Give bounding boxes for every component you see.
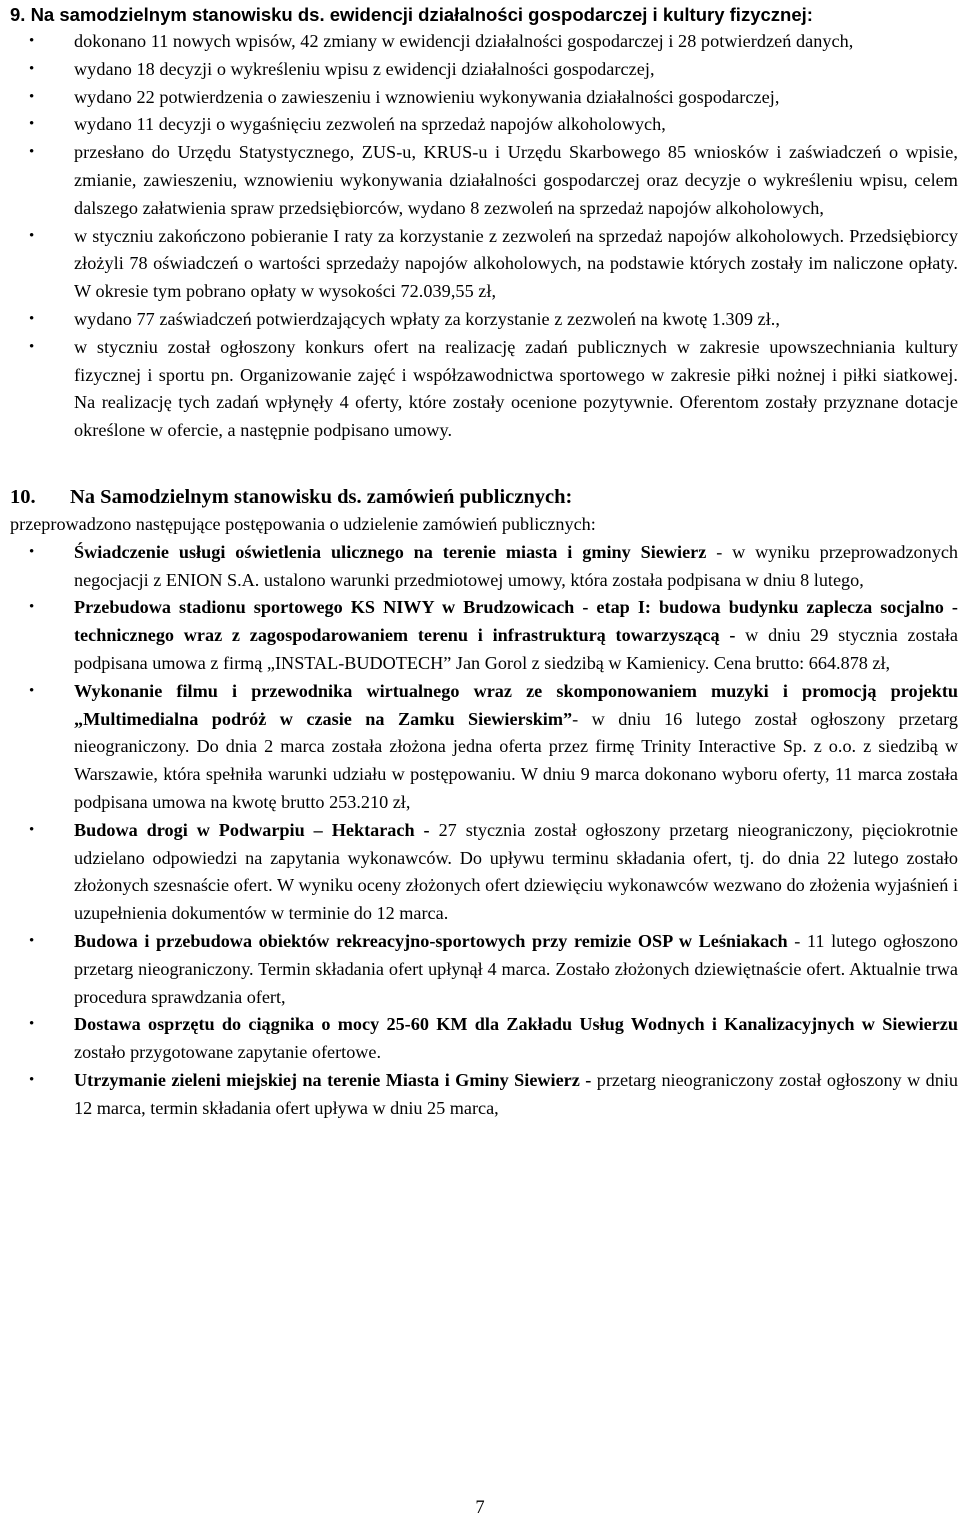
list-item — [10, 928, 958, 1011]
section-9-list — [10, 28, 958, 445]
item-text: - w wyniku przeprowadzonych negocjacji z ENION S.A. ustalono warunki przedmiotowej umowy, która została podpisana w dniu 8 lutego, — [74, 541, 958, 590]
item-text: zostało przygotowane zapytanie ofertowe. — [74, 1042, 382, 1063]
item-text: 27 stycznia został ogłoszony przetarg nieograniczony, pięciokrotnie udzielano odpowiedzi na zapytania wykonawców. Do upływu terminu składania ofert, tj. do dnia 22 lutego zostało złożonych szesnaście ofert. W wyniku oceny złożonych ofert dziewięciu wykonawców wezwano do złożenia wyjaśnień i uzupełnienia dokumentów w terminie do 12 marca. — [74, 819, 959, 924]
list-item — [10, 594, 958, 677]
list-item — [10, 817, 958, 928]
section-10-intro: przeprowadzono następujące postępowania o udzielenie zamówień publicznych: — [10, 513, 596, 534]
list-item: • przesłano do Urzędu Statystycznego, ZUS-u, KRUS-u i Urzędu Skarbowego 85 wniosków i zaświadczeń o wpisie, zmianie, zawieszeniu, wznowieniu wykonywania działalności gospodarczej oraz decyzje o wykreśleniu wpisu, celem dalszego załatwienia spraw przedsiębiorców, wydano 8 zezwoleń na sprzedaż napojów alkoholowych, — [10, 139, 958, 222]
document-page — [10, 0, 958, 1122]
section-9-heading: 9. Na samodzielnym stanowisku ds. ewidencji działalności gospodarczej i kultury fizycznej: — [10, 4, 813, 25]
item-title: Wykonanie filmu i przewodnika wirtualnego wraz ze skomponowaniem muzyki i promocją projektu „Multimedialna podróż w czasie na Zamku Siewierskim” — [74, 680, 958, 729]
list-item — [10, 539, 958, 595]
list-item: • wydano 11 decyzji o wygaśnięciu zezwoleń na sprzedaż napojów alkoholowych, — [10, 111, 958, 139]
item-title: Budowa drogi w Podwarpiu – Hektarach - — [74, 819, 430, 840]
list-item: • w styczniu został ogłoszony konkurs ofert na realizację zadań publicznych w zakresie upowszechniania kultury fizycznej i sportu pn. Organizowanie zajęć i współzawodnictwa sportowego w zakresie piłki nożnej i piłki siatkowej. Na realizację tych zadań wpłynęły 4 oferty, które zostały ocenione pozytywnie. Oferentom zostały przyznane dotacje określone w ofercie, a następnie podpisano umowy. — [10, 334, 958, 445]
item-text: przetarg nieograniczony został ogłoszony w dniu 12 marca, termin składania ofert upływa w dniu 25 marca, — [74, 1069, 958, 1118]
page-number: 7 — [475, 1498, 485, 1518]
list-item — [10, 1067, 958, 1123]
section-10-list — [10, 539, 958, 1123]
section-10-title: Na Samodzielnym stanowisku ds. zamówień publicznych: — [70, 485, 573, 508]
item-title: Utrzymanie zieleni miejskiej na terenie Miasta i Gminy Siewierz - — [74, 1069, 592, 1090]
list-item — [10, 678, 958, 817]
list-item: • wydano 18 decyzji o wykreśleniu wpisu z ewidencji działalności gospodarczej, — [10, 56, 958, 84]
section-10-heading — [10, 483, 958, 511]
list-item: • wydano 77 zaświadczeń potwierdzających wpłaty za korzystanie z zezwoleń na kwotę 1.309 zł., — [10, 306, 958, 334]
list-item — [10, 1011, 958, 1067]
item-text: w dniu 29 stycznia została podpisana umowa z firmą „INSTAL-BUDOTECH” Jan Gorol z siedzibą w Kamienicy. Cena brutto: 664.878 zł, — [74, 625, 958, 673]
item-title: Świadczenie usługi oświetlenia ulicznego na terenie miasta i gminy Siewierz — [74, 541, 707, 562]
item-text: - w dniu 16 lutego został ogłoszony przetarg nieograniczony. Do dnia 2 marca została złożona jedna oferta przez firmę Trinity Interactive Sp. z o.o. z siedzibą w Warszawie, która spełniła warunki udziału w postępowaniu. W dniu 9 marca dokonano wyboru oferty, 11 marca została podpisana umowa na kwotę brutto 253.210 zł, — [74, 708, 958, 812]
item-title: Dostawa osprzętu do ciągnika o mocy 25-60 KM dla Zakładu Usług Wodnych i Kanalizacyjnych w Siewierzu — [74, 1014, 958, 1035]
item-title: Przebudowa stadionu sportowego KS NIWY w Brudzowicach - etap I: budowa budynku zaplecza socjalno - technicznego wraz z zagospodarowaniem terenu i infrastrukturą towarzyszącą - — [74, 597, 958, 646]
list-item: • wydano 22 potwierdzenia o zawieszeniu i wznowieniu wykonywania działalności gospodarczej, — [10, 84, 958, 112]
list-item: • dokonano 11 nowych wpisów, 42 zmiany w ewidencji działalności gospodarczej i 28 potwierdzeń danych, — [10, 28, 958, 56]
list-item: • w styczniu zakończono pobieranie I raty za korzystanie z zezwoleń na sprzedaż napojów alkoholowych. Przedsiębiorcy złożyli 78 oświadczeń o wartości sprzedaży napojów alkoholowych, na podstawie których zostały im naliczone opłaty. W okresie tym pobrano opłaty w wysokości 72.039,55 zł, — [10, 223, 958, 306]
section-10-number: 10. — [10, 485, 36, 508]
item-title: Budowa i przebudowa obiektów rekreacyjno-sportowych przy remizie OSP w Leśniakach — [74, 930, 788, 951]
item-text: - 11 lutego ogłoszono przetarg nieograniczony. Termin składania ofert upłynął 4 marca. Zostało złożonych dziewiętnaście ofert. Aktualnie trwa procedura sprawdzania ofert, — [74, 930, 958, 1007]
